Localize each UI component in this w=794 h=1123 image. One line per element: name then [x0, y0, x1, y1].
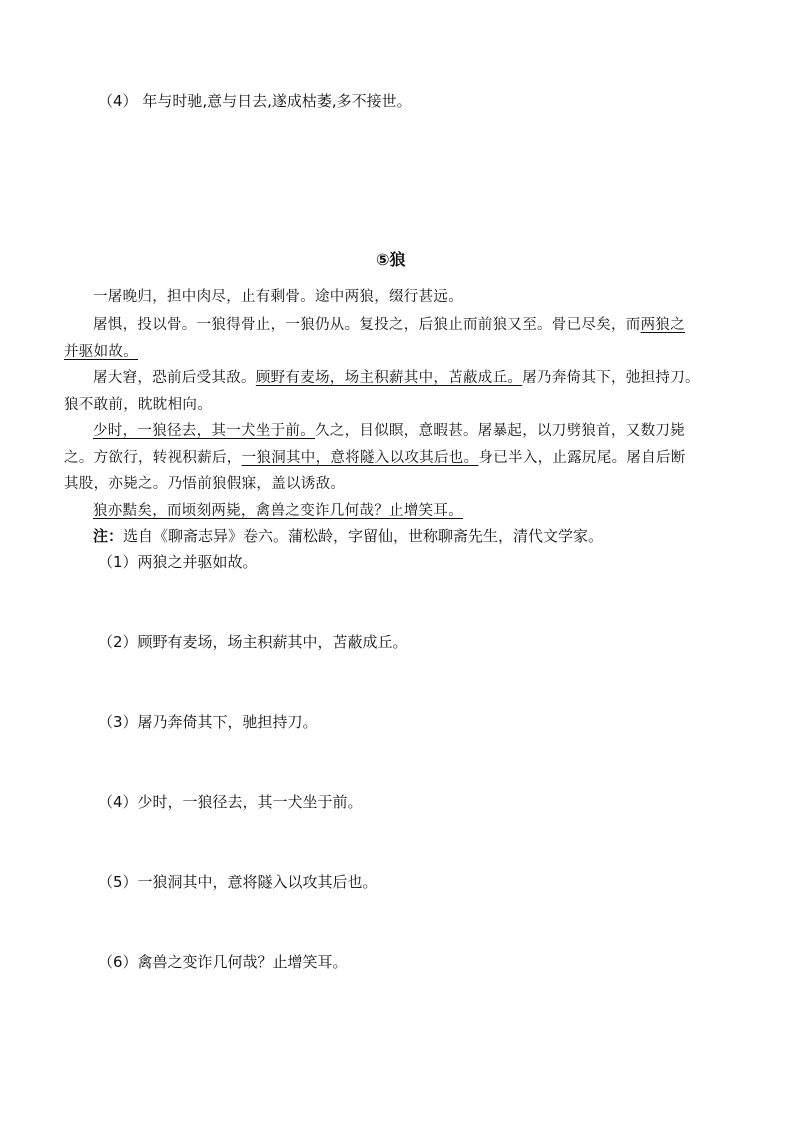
passage-text: 其股，亦毙之。乃悟前狼假寐，盖以诱敌。 [64, 476, 346, 492]
passage-line [93, 285, 463, 306]
question-text: 少时，一狼径去，其一犬坐于前。 [137, 793, 363, 811]
question-item [98, 711, 318, 732]
question-text: 一狼洞其中，意将隧入以攻其后也。 [137, 873, 378, 891]
prev-question [98, 90, 412, 111]
question-text: 两狼之并驱如故。 [137, 553, 258, 571]
passage-text: 屠惧，投以骨。一狼得骨止，一狼仍从。复投之，后狼止而前狼又至。骨已尽矣，而 [93, 317, 641, 333]
question-item [98, 791, 363, 812]
passage-text: 屠大窘，恐前后受其敌。 [93, 370, 256, 386]
question-number: （2） [98, 633, 138, 651]
passage-line [93, 313, 685, 334]
note-label: 注： [93, 527, 124, 545]
underlined-text: 狼亦黠矣，而顷刻两毙，禽兽之变诈几何哉？止增笑耳。 [93, 503, 463, 519]
question-number: （6） [98, 953, 138, 971]
question-text: 禽兽之变诈几何哉？止增笑耳。 [137, 953, 348, 971]
question-item [98, 631, 408, 652]
question-text: 屠乃奔倚其下，驰担持刀。 [137, 713, 318, 731]
underlined-text: 一狼洞其中，意将隧入以攻其后也。 [241, 450, 479, 466]
passage-line [64, 446, 686, 467]
passage-text: 狼不敢前，眈眈相向。 [64, 397, 212, 413]
underlined-text: 并驱如故。 [64, 344, 138, 360]
question-number: （1） [98, 553, 138, 571]
underlined-text: 两狼之 [640, 317, 686, 333]
passage-line [93, 366, 700, 387]
question-item [98, 951, 348, 972]
passage-line [64, 393, 212, 414]
question-text: 顾野有麦场，场主积薪其中，苫蔽成丘。 [137, 633, 408, 651]
underlined-text: 少时，一狼径去，其一犬坐于前。 [93, 423, 315, 439]
question-number: （5） [98, 873, 138, 891]
question-item [98, 551, 258, 572]
passage-line [93, 499, 463, 520]
source-note [93, 525, 603, 546]
question-number: （3） [98, 713, 138, 731]
passage-text: 之。方欲行，转视积薪后， [64, 450, 242, 466]
passage-title: ⑤狼 [376, 250, 406, 269]
passage-line [64, 340, 138, 361]
prev-question-text: 年与时驰,意与日去,遂成枯萎,多不接世。 [142, 92, 412, 110]
prev-question-number: （4） [98, 92, 138, 110]
passage-line [93, 419, 685, 440]
question-number: （4） [98, 793, 138, 811]
passage-text: 久之，目似瞑，意暇甚。屠暴起，以刀劈狼首，又数刀毙 [315, 423, 685, 439]
passage-line [64, 472, 345, 493]
passage-text: 一屠晚归，担中肉尽，止有剩骨。途中两狼，缀行甚远。 [93, 289, 463, 305]
passage-text: 屠乃奔倚其下，弛担持刀。 [522, 370, 700, 386]
question-item [98, 871, 378, 892]
passage-text: 身已半入，止露尻尾。屠自后断 [478, 450, 686, 466]
note-text: 选自《聊斋志异》卷六。蒲松龄，字留仙，世称聊斋先生，清代文学家。 [123, 527, 604, 545]
underlined-text: 顾野有麦场，场主积薪其中，苫蔽成丘。 [255, 370, 523, 386]
